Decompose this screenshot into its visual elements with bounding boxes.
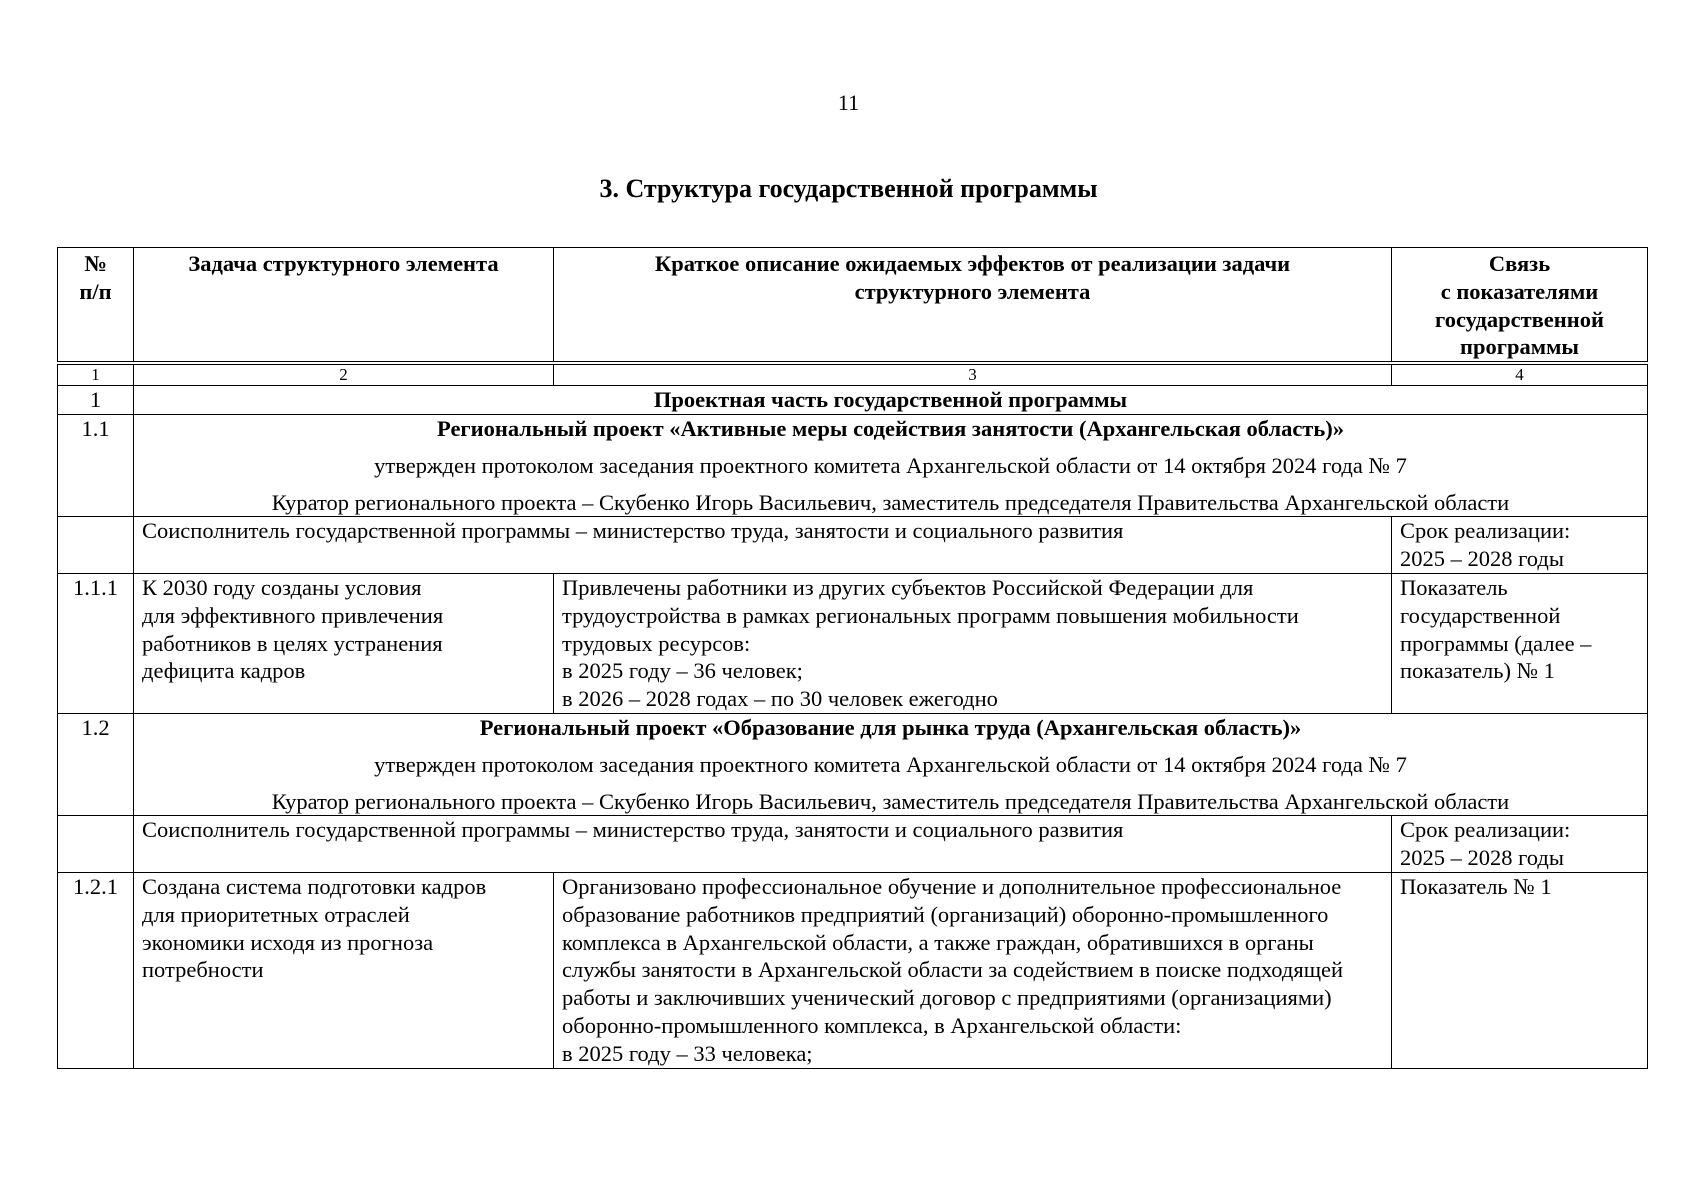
section-number: 1 [58, 386, 134, 415]
task-text: К 2030 году созданы условия для эффективного привлечения работников в целях устранения дефицита кадров [134, 573, 554, 713]
project-info [134, 713, 1648, 815]
project-curator: Куратор регионального проекта – Скубенко Игорь Васильевич, заместитель председателя Правительства Архангельской области [271, 489, 1510, 515]
header-link: Связь с показателями государственной программы [1392, 248, 1648, 364]
column-number: 4 [1392, 363, 1648, 386]
section-row [58, 386, 1648, 415]
coexecutor: Соисполнитель государственной программы – министерство труда, занятости и социального развития [134, 816, 1392, 873]
project-row [58, 414, 1648, 516]
task-row [58, 872, 1648, 1068]
section-title: Проектная часть государственной программы [134, 386, 1648, 415]
task-text: Создана система подготовки кадров для приоритетных отраслей экономики исходя из прогноза потребности [134, 872, 554, 1068]
empty-cell [58, 517, 134, 574]
empty-cell [58, 816, 134, 873]
project-title: Региональный проект «Активные меры содействия занятости (Архангельская область)» [437, 415, 1344, 441]
structure-table [57, 247, 1648, 1069]
task-effects: Привлечены работники из других субъектов Российской Федерации для трудоустройства в рамках региональных программ повышения мобильности трудовых ресурсов: в 2025 году – 36 человек; в 2026 – 2028 годах – по 30 человек ежегодно [554, 573, 1392, 713]
task-number: 1.1.1 [58, 573, 134, 713]
task-link: Показатель № 1 [1392, 872, 1648, 1068]
column-number: 2 [134, 363, 554, 386]
task-row [58, 573, 1648, 713]
task-effects: Организовано профессиональное обучение и дополнительное профессиональное образование работников предприятий (организаций) оборонно-промышленного комплекса в Архангельской области, а также граждан, обратившихся в органы службы занятости в Архангельской области за содействием в поиске подходящей работы и заключивших ученический договор с предприятиями (организациями) оборонно-промышленного комплекса, в Архангельской области: в 2025 году – 33 человека; [554, 872, 1392, 1068]
project-curator: Куратор регионального проекта – Скубенко Игорь Васильевич, заместитель председателя Правительства Архангельской области [271, 788, 1510, 814]
project-row [58, 713, 1648, 815]
project-number: 1.1 [58, 414, 134, 516]
column-number: 3 [554, 363, 1392, 386]
header-num: № п/п [58, 248, 134, 364]
header-task: Задача структурного элемента [134, 248, 554, 364]
project-number: 1.2 [58, 713, 134, 815]
header-description: Краткое описание ожидаемых эффектов от реализации задачи структурного элемента [554, 248, 1392, 364]
term: Срок реализации: 2025 – 2028 годы [1392, 517, 1648, 574]
page-number: 11 [837, 90, 860, 115]
task-link: Показатель государственной программы (далее – показатель) № 1 [1392, 573, 1648, 713]
coexecutor-row [58, 816, 1648, 873]
column-number: 1 [58, 363, 134, 386]
page-title: 3. Структура государственной программы [599, 174, 1098, 203]
coexecutor-row [58, 517, 1648, 574]
coexecutor: Соисполнитель государственной программы – министерство труда, занятости и социального развития [134, 517, 1392, 574]
project-info [134, 414, 1648, 516]
project-title: Региональный проект «Образование для рынка труда (Архангельская область)» [479, 714, 1302, 740]
term: Срок реализации: 2025 – 2028 годы [1392, 816, 1648, 873]
column-numbers-row [58, 363, 1648, 386]
project-approval: утвержден протоколом заседания проектного комитета Архангельской области от 14 октября 2024 года № 7 [374, 751, 1407, 777]
task-number: 1.2.1 [58, 872, 134, 1068]
table-header-row [58, 248, 1648, 364]
project-approval: утвержден протоколом заседания проектного комитета Архангельской области от 14 октября 2024 года № 7 [374, 452, 1407, 478]
